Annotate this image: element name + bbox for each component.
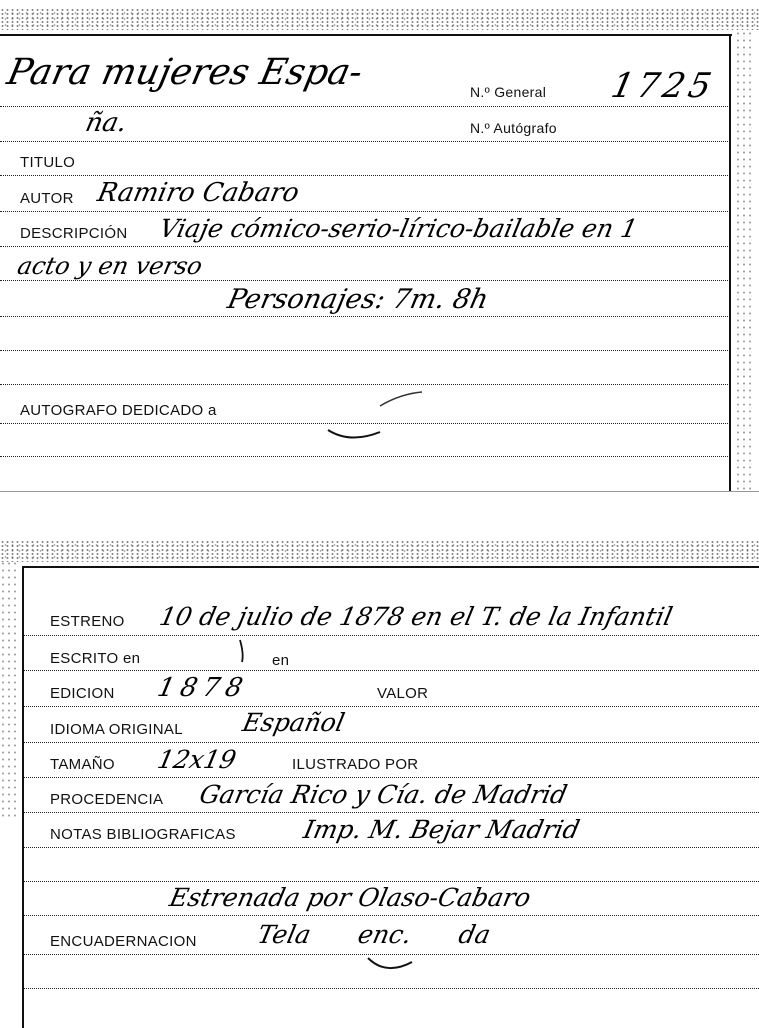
card-bottom-edge-speckle <box>0 540 759 562</box>
escrito-label: ESCRITO en <box>50 650 141 667</box>
no-autografo-label: N.º Autógrafo <box>470 120 557 136</box>
tamano-label: TAMAÑO <box>50 756 115 773</box>
rule-blank-4 <box>24 881 759 882</box>
rule-descripcion <box>0 246 728 247</box>
idioma-value: Español <box>239 708 348 737</box>
handwritten-tick <box>236 636 256 664</box>
tamano-value: 12x19 <box>154 745 239 774</box>
rule-blank-1 <box>0 350 728 351</box>
estreno-value: 10 de julio de 1878 en el T. de la Infantil <box>156 602 676 631</box>
encuadernacion-value: Tela enc. da <box>254 920 494 949</box>
catalog-card-top <box>0 0 759 495</box>
rule-edicion <box>24 706 759 707</box>
rule-estrenada <box>24 915 759 916</box>
rule-escrito <box>24 670 759 671</box>
encuadernacion-label: ENCUADERNACION <box>50 933 197 950</box>
title-handwritten-line1: Para mujeres Espa- <box>3 52 367 93</box>
descripcion-value-line2: acto y en verso <box>15 252 205 280</box>
card-top-side-speckle <box>735 30 755 490</box>
procedencia-label: PROCEDENCIA <box>50 791 164 808</box>
titulo-label: TITULO <box>20 154 76 171</box>
rule-idioma <box>24 742 759 743</box>
descripcion-label: DESCRIPCIÓN <box>20 225 128 242</box>
title-handwritten-line2: ña. <box>82 108 130 138</box>
autografo-label: AUTOGRAFO DEDICADO a <box>20 402 217 419</box>
notas-label: NOTAS BIBLIOGRAFICAS <box>50 826 236 843</box>
no-general-label: N.º General <box>470 84 547 100</box>
edicion-value: 1878 <box>154 673 252 703</box>
rule-procedencia <box>24 812 759 813</box>
no-general-value: 1725 <box>607 66 719 106</box>
rule-personajes <box>0 316 728 317</box>
hole-punch-mark <box>320 388 430 448</box>
rule-encuadernacion <box>24 954 759 955</box>
autor-value: Ramiro Cabaro <box>94 178 302 208</box>
rule-tamano <box>24 777 759 778</box>
card-top-bottom-edge <box>0 491 759 492</box>
rule-autografo-dedicado <box>0 423 728 424</box>
idioma-label: IDIOMA ORIGINAL <box>50 721 183 738</box>
hole-punch-mark-bottom <box>364 936 424 976</box>
card-top-top-border <box>0 34 732 36</box>
rule-blank-2 <box>0 384 728 385</box>
card-bottom-side-speckle <box>0 560 20 820</box>
catalog-card-bottom <box>0 540 759 1028</box>
autor-label: AUTOR <box>20 190 74 207</box>
escrito-en2-label: en <box>272 652 290 669</box>
procedencia-value: García Rico y Cía. de Madrid <box>196 780 570 809</box>
card-top-right-border <box>729 34 731 492</box>
personajes-value: Personajes: 7m. 8h <box>224 284 492 315</box>
card-bottom-top-border <box>22 566 759 568</box>
notas-value: Imp. M. Bejar Madrid <box>300 815 583 844</box>
rule-estreno <box>24 635 759 636</box>
valor-label: VALOR <box>377 685 429 702</box>
ilustrado-label: ILUSTRADO POR <box>292 756 419 773</box>
rule-autografo <box>0 141 728 142</box>
estrenada-value: Estrenada por Olaso-Cabaro <box>166 883 534 912</box>
rule-descripcion-2 <box>0 280 728 281</box>
card-top-edge-speckle <box>0 8 759 30</box>
edicion-label: EDICION <box>50 685 115 702</box>
rule-blank-3 <box>0 456 728 457</box>
rule-blank-5 <box>24 988 759 989</box>
rule-notas <box>24 847 759 848</box>
estreno-label: ESTRENO <box>50 613 125 630</box>
rule-autor <box>0 211 728 212</box>
rule-title <box>0 106 728 107</box>
rule-titulo <box>0 175 728 176</box>
descripcion-value-line1: Viaje cómico-serio-lírico-bailable en 1 <box>156 214 641 243</box>
